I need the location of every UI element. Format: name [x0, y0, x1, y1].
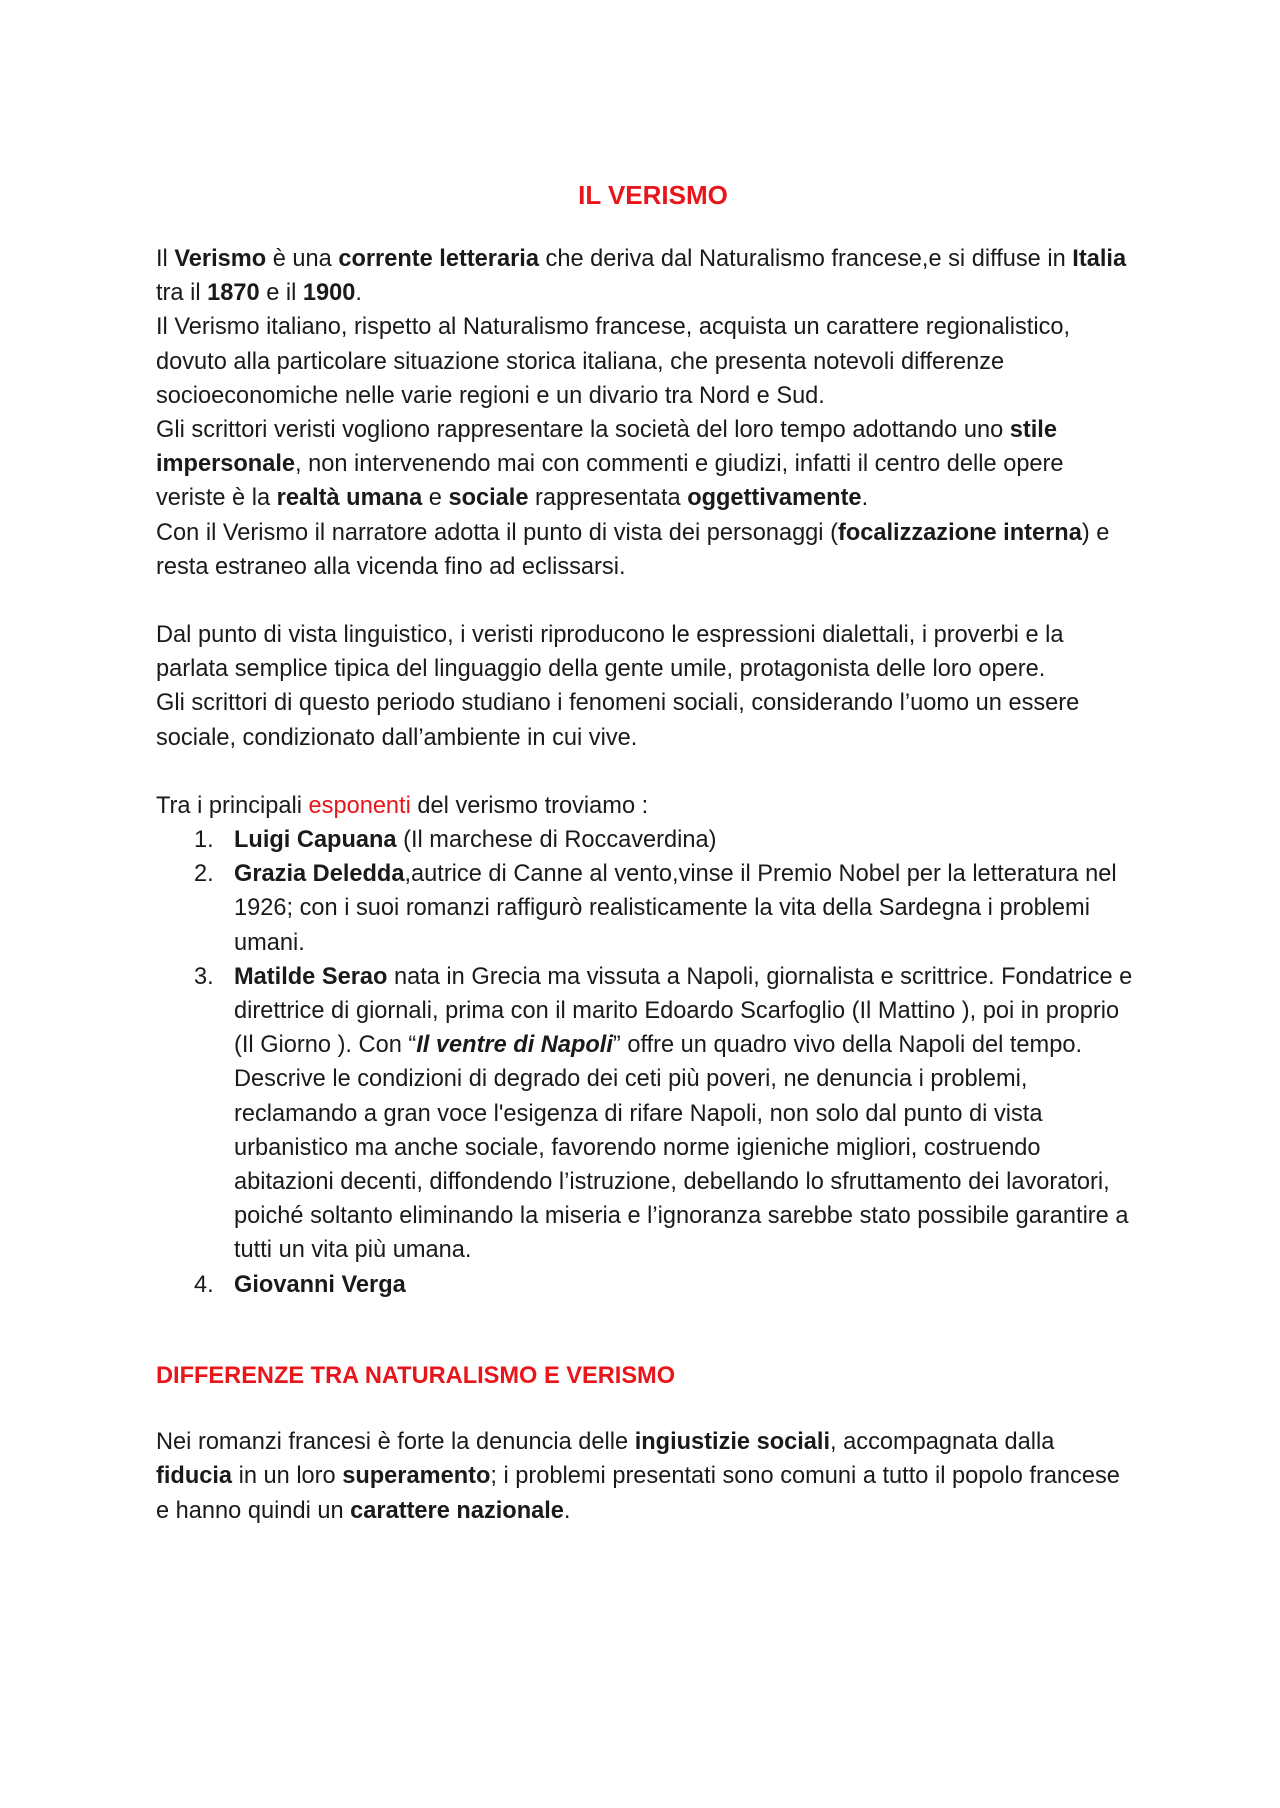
text-run: .	[355, 280, 362, 307]
text-run: , non intervenendo mai con commenti e giudizi, infatti il centro delle opere veriste è la	[156, 451, 1064, 512]
text-run: in un loro	[232, 1463, 343, 1490]
paragraph-differences	[156, 1425, 1136, 1528]
page-title: IL VERISMO	[578, 180, 728, 210]
section-title: DIFFERENZE TRA NATURALISMO E VERISMO	[156, 1362, 676, 1389]
bold-text: carattere nazionale	[350, 1497, 564, 1524]
text-run: del verismo troviamo :	[410, 792, 649, 819]
exponents-list	[156, 823, 1136, 1302]
text-run: Gli scrittori veristi vogliono rappresentare la società del loro tempo adottando uno	[156, 417, 1010, 444]
paragraph-language: Dal punto di vista linguistico, i veristi riproducono le espressioni dialettali, i proverbi e la parlata semplice tipica del linguaggio della gente umile, protagonista delle loro opere.	[156, 622, 1064, 683]
bold-text: 1900	[302, 280, 356, 307]
paragraph-spacer	[156, 755, 1136, 789]
text-run: ) e resta estraneo alla vicenda fino ad eclissarsi.	[156, 519, 1110, 580]
paragraph-spacer	[156, 584, 1136, 618]
text-run: , accompagnata dalla	[830, 1429, 1055, 1456]
bold-text: Italia	[1072, 246, 1127, 272]
list-number: 3.	[194, 963, 214, 990]
author-name: Grazia Deledda	[234, 861, 405, 888]
text-run: ; i problemi presentati sono comuni a tutto il popolo francese e hanno quindi un	[156, 1463, 1120, 1524]
document-page	[156, 178, 1136, 1528]
text-run: Il	[156, 246, 175, 272]
text-run: Con il Verismo il narratore adotta il punto di vista dei personaggi (	[156, 519, 838, 546]
bold-text: Verismo	[174, 246, 267, 272]
list-number: 4.	[194, 1271, 214, 1298]
list-number: 1.	[194, 827, 214, 854]
paragraph-social-phenomena: Gli scrittori di questo periodo studiano i fenomeni sociali, considerando l’uomo un essere sociale, condizionato dall’ambiente in cui vive.	[156, 690, 1080, 751]
bold-text: fiducia	[156, 1463, 233, 1490]
text-run: è una	[266, 246, 339, 272]
paragraph-impersonal-style	[156, 413, 1136, 516]
paragraph-exponents-intro	[156, 789, 1136, 823]
bold-text: focalizzazione interna	[837, 519, 1082, 546]
list-item	[156, 960, 1136, 1268]
list-item-text: ,autrice di Canne al vento,vinse il Premio Nobel per la letteratura nel 1926; con i suoi romanzi raffigurò realisticamente la vita della Sardegna i problemi umani.	[234, 861, 1117, 956]
text-run: Tra i principali	[156, 792, 309, 819]
list-item	[156, 857, 1136, 960]
author-name: Luigi Capuana	[234, 827, 397, 854]
bold-text: ingiustizie sociali	[634, 1429, 831, 1456]
bold-text: realtà umana	[276, 485, 423, 512]
paragraph-intro	[156, 242, 1136, 310]
list-item	[156, 1268, 1136, 1302]
author-name: Matilde Serao	[234, 963, 388, 990]
text-run: e il	[259, 280, 303, 307]
text-run: e	[422, 485, 449, 512]
text-run: Nei romanzi francesi è forte la denuncia delle	[156, 1429, 635, 1456]
text-run: tra il	[156, 280, 208, 307]
text-run: che deriva dal Naturalismo francese,e si diffuse in	[538, 246, 1073, 272]
bold-text: corrente letteraria	[338, 246, 539, 272]
list-item-text: nata in Grecia ma vissuta a Napoli, giornalista e scrittrice. Fondatrice e direttrice di giornali, prima con il marito Edoardo Scarfoglio (Il Mattino ), poi in proprio (Il Giorno ). Con “	[234, 963, 1133, 1059]
list-number: 2.	[194, 861, 214, 888]
paragraph-narrator	[156, 516, 1136, 584]
text-run: rappresentata	[528, 485, 688, 512]
bold-text: sociale	[448, 485, 529, 512]
paragraph-regionalism: Il Verismo italiano, rispetto al Naturalismo francese, acquista un carattere regionalistico, dovuto alla particolare situazione storica italiana, che presenta notevoli differenze socioeconomiche nelle varie regioni e un divario tra Nord e Sud.	[156, 314, 1071, 409]
text-run: .	[861, 485, 869, 512]
bold-text: 1870	[207, 280, 260, 307]
bold-text: stile impersonale	[156, 417, 1057, 478]
list-item-text: (Il marchese di Roccaverdina)	[396, 827, 717, 854]
list-item-text: ” offre un quadro vivo della Napoli del tempo. Descrive le condizioni di degrado dei ceti più poveri, ne denuncia i problemi, reclamando a gran voce l'esigenza di rifare Napoli, non solo dal punto di vista urbanistico ma anche sociale, favorendo norme igieniche migliori, costruendo abitazioni decenti, diffondendo l’istruzione, debellando lo sfruttamento dei lavoratori, poiché soltanto eliminando la miseria e l’ignoranza sarebbe stato possibile garantire a tutti un vita più umana.	[234, 1032, 1129, 1264]
bold-text: superamento	[342, 1463, 491, 1490]
book-title: Il ventre di Napoli	[416, 1032, 613, 1059]
text-run: .	[563, 1497, 571, 1524]
bold-text: oggettivamente	[687, 485, 862, 512]
highlight-text: esponenti	[308, 792, 411, 819]
list-item	[156, 823, 1136, 857]
author-name: Giovanni Verga	[234, 1271, 406, 1298]
